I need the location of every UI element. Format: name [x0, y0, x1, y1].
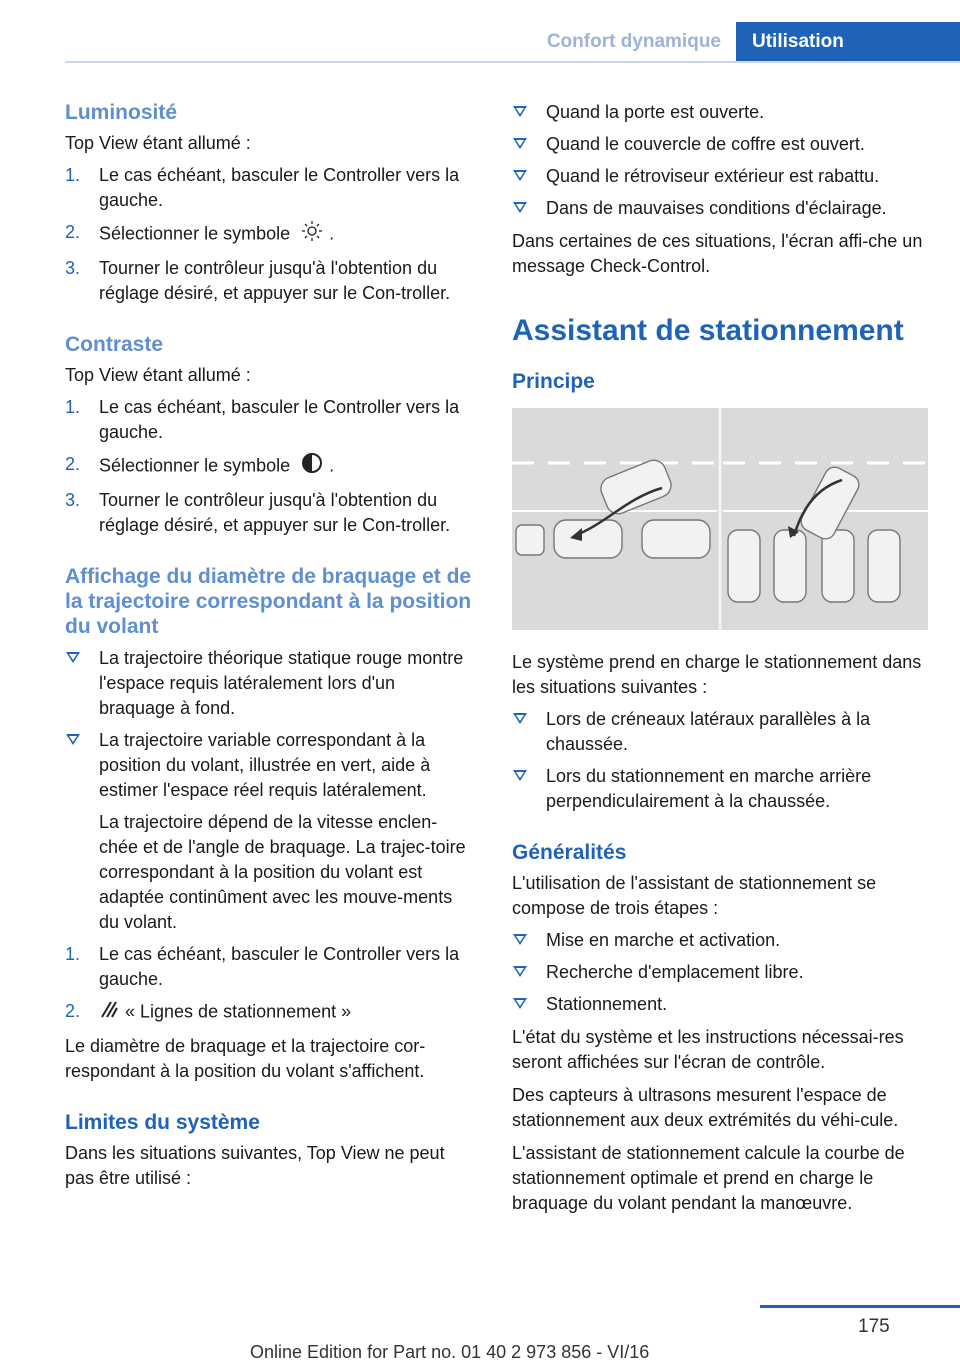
- luminosite-steps: [65, 163, 475, 306]
- bullet-triangle-icon: [513, 770, 527, 781]
- affichage-steps: [65, 942, 475, 1026]
- parking-lines-icon: [99, 999, 119, 1026]
- affichage-outro: Le diamètre de braquage et la trajectoire cor‐respondant à la position du volant s'affichent.: [65, 1036, 426, 1081]
- limites-intro: Dans les situations suivantes, Top View ne peut pas être utilisé :: [65, 1143, 445, 1188]
- principe-intro: Le système prend en charge le stationnement dans les situations suivantes :: [512, 652, 922, 697]
- list-item: Stationnement.: [512, 992, 932, 1017]
- brightness-icon: [301, 220, 323, 249]
- list-item: Quand le rétroviseur extérieur est rabattu.: [512, 164, 932, 189]
- list-item: 3. Tourner le contrôleur jusqu'à l'obtention du réglage désiré, et appuyer sur le Con‐troller.: [65, 490, 451, 535]
- limites-bullets: [512, 100, 932, 221]
- heading-luminosite: Luminosité: [65, 101, 178, 124]
- paragraph: L'assistant de stationnement calcule la courbe de stationnement optimale et prend en charge le braquage du volant pendant la manœuvre.: [512, 1143, 905, 1213]
- header-rule: [65, 61, 960, 63]
- bullet-triangle-icon: [513, 966, 527, 977]
- list-item: La trajectoire théorique statique rouge montre l'espace requis latéralement lors d'un braquage à fond.: [65, 646, 475, 721]
- list-item: 1. Le cas échéant, basculer le Controller vers la gauche.: [65, 944, 460, 989]
- list-item: 2. Sélectionner le symbole .: [65, 220, 475, 249]
- parking-illustration: [512, 408, 928, 630]
- list-item: Recherche d'emplacement libre.: [512, 960, 932, 985]
- generalites-bullets: [512, 928, 932, 1017]
- list-item: 3. Tourner le contrôleur jusqu'à l'obtention du réglage désiré, et appuyer sur le Con‐troller.: [65, 258, 451, 303]
- paragraph: L'état du système et les instructions nécessai‐res seront affichées sur l'écran de contrôle.: [512, 1027, 904, 1072]
- heading-principe: Principe: [512, 370, 595, 393]
- list-item: 1. Le cas échéant, basculer le Controller vers la gauche.: [65, 165, 460, 210]
- generalites-intro: L'utilisation de l'assistant de stationnement se compose de trois étapes :: [512, 873, 877, 918]
- header-section-title: Confort dynamique: [546, 31, 721, 52]
- list-item: 2. Sélectionner le symbole .: [65, 452, 475, 481]
- heading-assistant-stationnement: Assistant de stationnement: [512, 314, 904, 347]
- principe-bullets: [512, 707, 932, 814]
- header-active-tab: Utilisation: [736, 22, 960, 62]
- contraste-steps: [65, 395, 475, 538]
- list-item: Lors du stationnement en marche arrière perpendiculairement à la chaussée.: [512, 764, 932, 814]
- heading-generalites: Généralités: [512, 841, 627, 864]
- list-item: Lors de créneaux latéraux parallèles à la chaussée.: [512, 707, 932, 757]
- heading-contraste: Contraste: [65, 333, 164, 356]
- bullet-triangle-icon: [513, 934, 527, 945]
- left-column: [65, 100, 475, 1191]
- list-item: Mise en marche et activation.: [512, 928, 932, 953]
- affichage-bullets: [65, 646, 475, 935]
- bullet-triangle-icon: [513, 202, 527, 213]
- list-item: Quand le couvercle de coffre est ouvert.: [512, 132, 932, 157]
- footer-edition: Online Edition for Part no. 01 40 2 973 856 - VI/16: [250, 1342, 650, 1362]
- contrast-icon: [301, 452, 323, 481]
- paragraph: Des capteurs à ultrasons mesurent l'espace de stationnement aux deux extrémités du véhi‐cule.: [512, 1085, 899, 1130]
- page-number: 175: [858, 1316, 890, 1337]
- contraste-intro: Top View étant allumé :: [65, 365, 251, 385]
- bullet-triangle-icon: [513, 138, 527, 149]
- list-item: La trajectoire variable correspondant à la position du volant, illustrée en vert, aide à estimer l'espace réel requis latéralement. La trajectoire dépend de la vitesse enclen‐chée et de l'angle de braquage. La trajec‐toire correspondant à la position du volant est adaptée continûment avec les mouve‐ments du volant.: [65, 728, 475, 935]
- limites-outro: Dans certaines de ces situations, l'écran affi‐che un message Check-Control.: [512, 231, 923, 276]
- list-item: Quand la porte est ouverte.: [512, 100, 932, 125]
- heading-limites: Limites du système: [65, 1111, 260, 1134]
- bullet-triangle-icon: [66, 652, 80, 663]
- list-item: 2. « Lignes de stationnement »: [65, 999, 475, 1026]
- list-item: Dans de mauvaises conditions d'éclairage.: [512, 196, 932, 221]
- bullet-triangle-icon: [66, 734, 80, 745]
- heading-affichage: Affichage du diamètre de braquage et de la trajectoire correspondant à la position du volant: [65, 565, 472, 638]
- right-column: [512, 100, 932, 1216]
- list-item: 1. Le cas échéant, basculer le Controller vers la gauche.: [65, 397, 460, 442]
- bullet-triangle-icon: [513, 170, 527, 181]
- footer-rule: [760, 1305, 960, 1308]
- bullet-subparagraph: La trajectoire dépend de la vitesse enclen‐chée et de l'angle de braquage. La trajec‐toire correspondant à la position du volant est adaptée continûment avec les mouve‐ments du volant.: [99, 812, 466, 932]
- bullet-triangle-icon: [513, 106, 527, 117]
- luminosite-intro: Top View étant allumé :: [65, 133, 251, 153]
- bullet-triangle-icon: [513, 998, 527, 1009]
- bullet-triangle-icon: [513, 713, 527, 724]
